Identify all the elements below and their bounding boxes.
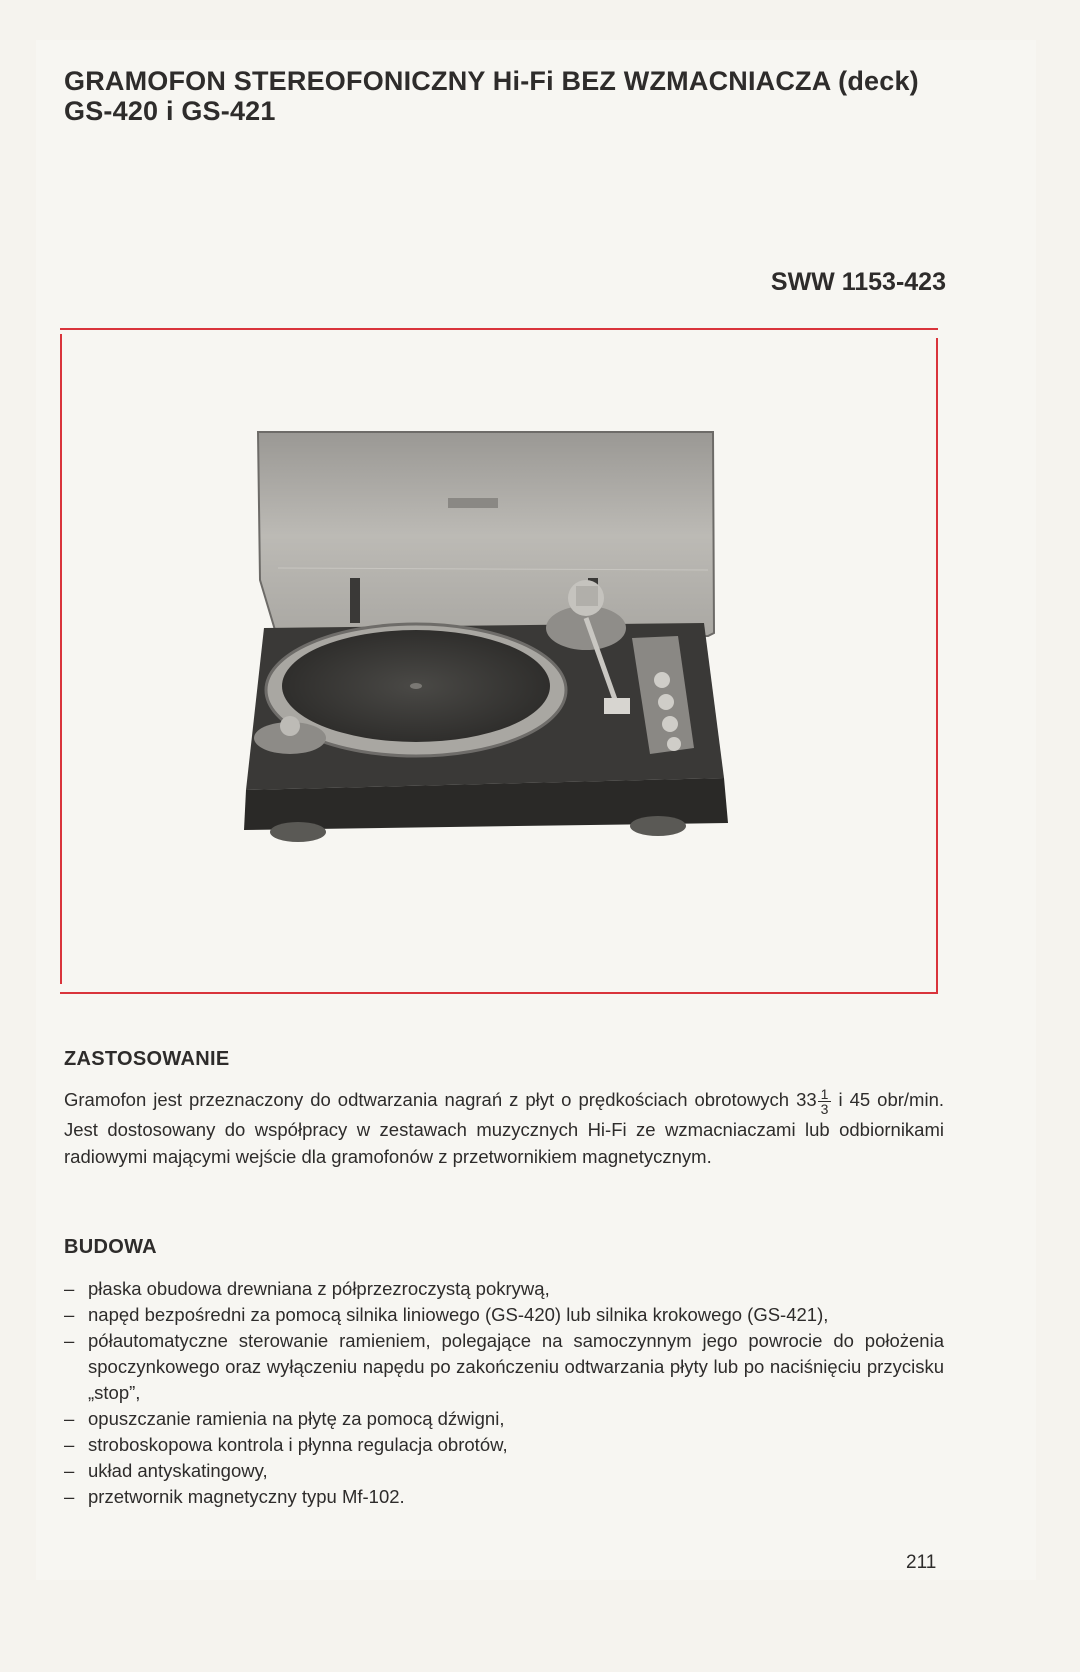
turntable-photo [238,418,758,888]
fraction-denominator: 3 [820,1100,829,1117]
frame-left-line [60,334,62,984]
fraction-numerator: 1 [818,1087,832,1102]
catalog-code: SWW 1153-423 [770,268,946,296]
list-item: – układ antyskatingowy, [64,1458,944,1484]
list-item: – opuszczanie ramienia na płytę za pomocą dźwigni, [64,1406,944,1432]
title-line-2: GS-420 i GS-421 [64,96,276,126]
page-title [64,66,919,126]
page-number: 211 [906,1552,937,1573]
zastosowanie-text-after: i 45 obr/min. Jest dostosowany do współpracy w zestawach muzycznych Hi-Fi ze wzmacniaczami lub odbiornikami radiowymi mającymi wejście dla gramofonów z przetwornikiem magnetycznym. [64,1089,944,1167]
frame-right-line [936,338,938,992]
budowa-list [64,1276,944,1510]
title-line-1: GRAMOFON STEREOFONICZNY Hi-Fi BEZ WZMACNIACZA (deck) [64,66,919,96]
list-item: – półautomatyczne sterowanie ramieniem, polegające na samoczynnym jego powrocie do położenia spoczynkowego oraz wyłączeniu napędu po zakończeniu odtwarzania płyty lub po naciśnięciu przycisku „stop”, [64,1328,944,1406]
fraction-one-third [818,1087,832,1116]
list-item: – płaska obudowa drewniana z półprzezroczystą pokrywą, [64,1276,944,1302]
list-item: – napęd bezpośredni za pomocą silnika liniowego (GS-420) lub silnika krokowego (GS-421), [64,1302,944,1328]
section-heading-budowa: BUDOWA [64,1236,157,1258]
list-item: – stroboskopowa kontrola i płynna regulacja obrotów, [64,1432,944,1458]
zastosowanie-paragraph [64,1086,944,1170]
section-heading-zastosowanie: ZASTOSOWANIE [64,1048,230,1070]
list-item: – przetwornik magnetyczny typu Mf-102. [64,1484,944,1510]
zastosowanie-text-before: Gramofon jest przeznaczony do odtwarzania nagrań z płyt o prędkościach obrotowych 33 [64,1089,817,1110]
